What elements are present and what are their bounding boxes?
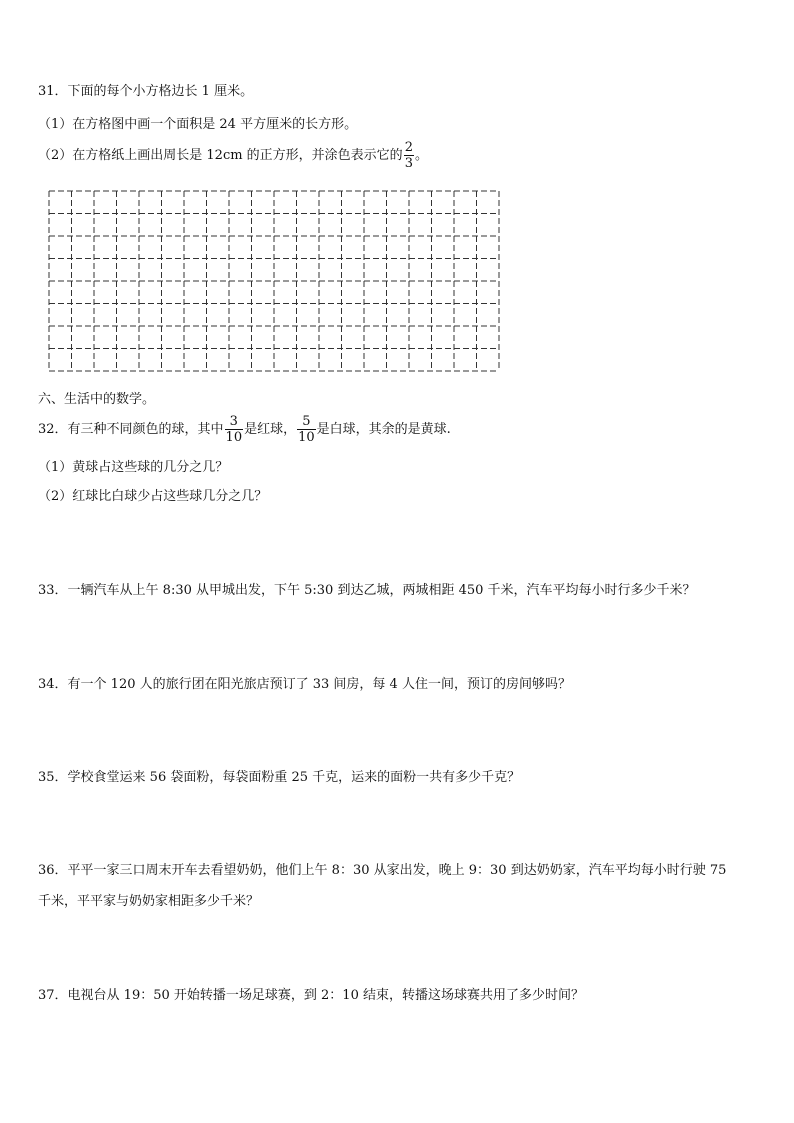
q32-question	[38, 414, 451, 445]
q32-text-end: 是白球，其余的是黄球.	[316, 422, 451, 437]
q32-text-mid: 是红球，	[244, 422, 297, 437]
q32-fraction-red-denominator: 10	[225, 430, 243, 445]
q32-part2: （2）红球比白球少占这些球几分之几？	[38, 489, 268, 504]
q31-part2-text: （2）在方格纸上画出周长是 12cm 的正方形，并涂色表示它的	[38, 148, 403, 163]
q32-text-start: 32．有三种不同颜色的球，其中	[38, 422, 224, 437]
q32-fraction-red	[225, 414, 244, 445]
q32-fraction-red-numerator: 3	[225, 414, 244, 430]
q31-part2	[38, 140, 428, 171]
q31-title: 31．下面的每个小方格边长 1 厘米。	[38, 84, 254, 99]
q33-question: 33．一辆汽车从上午 8:30 从甲城出发，下午 5:30 到达乙城，两城相距 450 千米，汽车平均每小时行多少千米？	[38, 583, 696, 598]
q31-fraction-numerator: 2	[404, 140, 413, 155]
q31-fraction-denominator: 3	[404, 156, 413, 171]
q32-fraction-white	[297, 414, 316, 445]
q35-question: 35．学校食堂运来 56 袋面粉，每袋面粉重 25 千克，运来的面粉一共有多少千克？	[38, 770, 521, 785]
q31-part1: （1）在方格图中画一个面积是 24 平方厘米的长方形。	[38, 117, 358, 132]
q31-part2-end: 。	[414, 148, 428, 163]
section6-title: 六、生活中的数学。	[38, 392, 156, 407]
q36-line1: 36．平平一家三口周末开车去看望奶奶，他们上午 8：30 从家出发，晚上 9：30 到达奶奶家，汽车平均每小时行驶 75	[38, 863, 727, 878]
q37-question: 37．电视台从 19：50 开始转播一场足球赛，到 2：10 结束，转播这场球赛共用了多少时间？	[38, 988, 584, 1003]
q36-line2: 千米，平平家与奶奶家相距多少千米？	[38, 894, 260, 909]
q31-fraction	[404, 140, 414, 171]
q32-fraction-white-numerator: 5	[297, 414, 316, 430]
q34-question: 34．有一个 120 人的旅行团在阳光旅店预订了 33 间房，每 4 人住一间，预订的房间够吗？	[38, 677, 571, 692]
q32-part1: （1）黄球占这些球的几分之几？	[38, 460, 229, 475]
q32-fraction-white-denominator: 10	[298, 430, 315, 445]
dashed-square-grid[interactable]	[48, 190, 502, 372]
